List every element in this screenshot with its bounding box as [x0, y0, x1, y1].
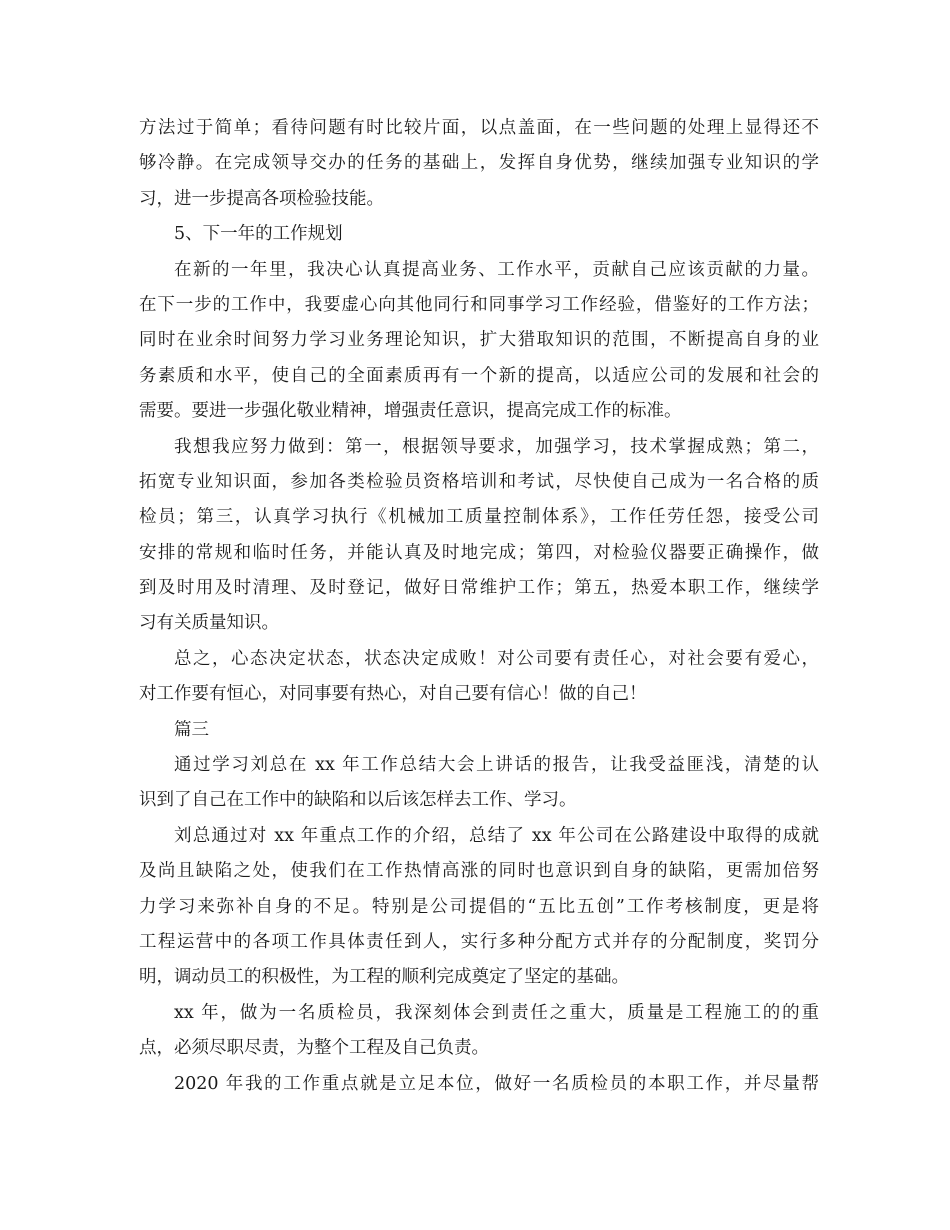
text-line: 方法过于简单；看待问题有时比较片面，以点盖面，在一些问题的处理上显得还不 [139, 118, 819, 138]
text-line: 够冷静。在完成领导交办的任务的基础上，发挥自身优势，继续加强专业知识的学 [139, 153, 819, 174]
text-line: 5、下一年的工作规划 [174, 224, 343, 245]
text-line: 点，必须尽职尽责，为整个工程及自己负责。 [139, 1038, 489, 1059]
text-line: 明，调动员工的积极性，为工程的顺利完成奠定了坚定的基础。 [139, 967, 629, 988]
text-line: 通过学习刘总在 xx 年工作总结大会上讲话的报告，让我受益匪浅，清楚的认 [174, 755, 819, 776]
text-line: 习有关质量知识。 [139, 613, 279, 634]
text-line: 检员；第三，认真学习执行《机械加工质量控制体系》，工作任劳任怨，接受公司 [139, 507, 819, 528]
text-line: 2020 年我的工作重点就是立足本位，做好一名质检员的本职工作，并尽量帮 [174, 1073, 819, 1094]
text-line: 我想我应努力做到：第一，根据领导要求，加强学习，技术掌握成熟；第二， [174, 436, 819, 457]
text-line: 到及时用及时清理、及时登记，做好日常维护工作；第五，热爱本职工作，继续学 [139, 578, 819, 599]
text-line: 在下一步的工作中，我要虚心向其他同行和同事学习工作经验，借鉴好的工作方法； [139, 294, 819, 315]
text-line: 力学习来弥补自身的不足。特别是公司提倡的“五比五创”工作考核制度，更是将 [139, 896, 819, 917]
text-line: 安排的常规和临时任务，并能认真及时地完成；第四，对检验仪器要正确操作，做 [139, 542, 819, 563]
text-line: 需要。要进一步强化敬业精神，增强责任意识，提高完成工作的标准。 [139, 401, 682, 422]
text-line: 在新的一年里，我决心认真提高业务、工作水平，贡献自己应该贡献的力量。 [174, 259, 819, 280]
text-line: 习，进一步提高各项检验技能。 [139, 188, 384, 209]
text-line: 总之，心态决定状态，状态决定成败！对公司要有责任心，对社会要有爱心， [174, 648, 819, 669]
text-line: 及尚且缺陷之处，使我们在工作热情高涨的同时也意识到自身的缺陷，更需加倍努 [139, 861, 819, 882]
text-line: xx 年，做为一名质检员，我深刻体会到责任之重大，质量是工程施工的的重 [174, 1002, 819, 1023]
text-line: 拓宽专业知识面，参加各类检验员资格培训和考试，尽快使自己成为一名合格的质 [139, 471, 819, 492]
text-line: 工程运营中的各项工作具体责任到人，实行多种分配方式并存的分配制度，奖罚分 [139, 931, 819, 952]
text-line: 务素质和水平，使自己的全面素质再有一个新的提高，以适应公司的发展和社会的 [139, 365, 819, 386]
document-body [139, 111, 819, 1102]
text-line: 对工作要有恒心，对同事要有热心，对自己要有信心！做的自己！ [139, 684, 647, 705]
text-line: 同时在业余时间努力学习业务理论知识，扩大猎取知识的范围，不断提高自身的业 [139, 330, 819, 351]
text-line: 刘总通过对 xx 年重点工作的介绍，总结了 xx 年公司在公路建设中取得的成就 [174, 825, 819, 846]
text-line: 识到了自己在工作中的缺陷和以后该怎样去工作、学习。 [139, 790, 577, 811]
text-line: 篇三 [174, 719, 209, 740]
